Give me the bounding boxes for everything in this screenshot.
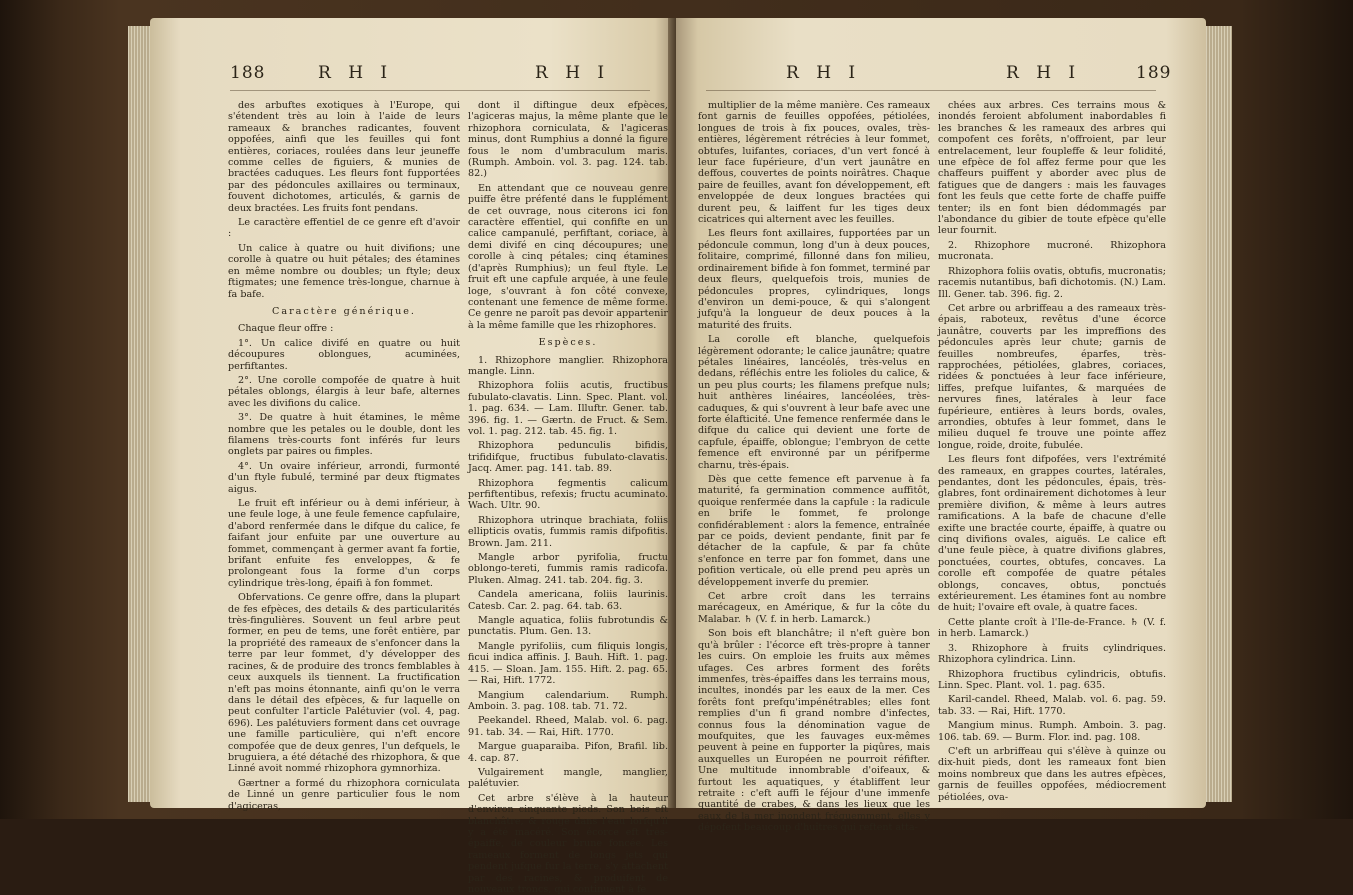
- paragraph: Cette plante croît à l'Ile-de-France. ♄ (V. f. in herb. Lamarck.): [938, 616, 1166, 640]
- paragraph: Rhizophora foliis ovatis, obtufis, mucronatis; racemis nutantibus, bafi dichotomis. (N.) Lam. Ill. Gener. tab. 396. fig. 2.: [938, 265, 1166, 300]
- paragraph: 2°. Une corolle compofée de quatre à huit pétales oblongs, élargis à leur bafe, alternes avec les divifions du calice.: [228, 374, 460, 409]
- left-header-rule: [230, 90, 650, 91]
- paragraph: multiplier de la même manière. Ces rameaux font garnis de feuilles oppofées, pétiolées, longues de trois à fix pouces, ovales, très-entières, légèrement rétrécies à leur fommet, obtufes, luifantes, coriaces, d'un vert foncé à leur face fupérieure, d'un vert jaunâtre en deffous, couvertes de points noirâtres. Chaque paire de feuilles, avant fon développement, eft enveloppée de deux longues bractées qui durent peu, & laiffent fur les tiges deux cicatrices qui alternent avec les feuilles.: [698, 100, 930, 226]
- left-page-header: [150, 63, 675, 89]
- paragraph: 2. Rhizophore mucroné. Rhizophora mucronata.: [938, 239, 1166, 263]
- right-page-header: [676, 63, 1206, 89]
- right-column-1: [698, 100, 930, 834]
- paragraph: Un calice à quatre ou huit divifions; une corolle à quatre ou huit pétales; des étamines en même nombre ou doubles; un ftyle; deux ftigmates; une femence très-longue, charnue à fa bafe.: [228, 242, 460, 300]
- paragraph: Obfervations. Ce genre offre, dans la plupart de fes efpèces, des details & des particularités très-fingulières. Souvent un feul arbre peut former, en peu de tems, une forêt entière, par la propriété des rameaux de s'enfoncer dans la terre par leur fommet, d'y développer des racines, & de produire des troncs femblables à ceux auxquels ils tiennent. La fructification n'eft pas moins étonnante, ainfi qu'on le verra dans le détail des efpèces, & fur laquelle on peut confulter l'article Palétuvier (vol. 4, pag. 696). Les palétuviers forment dans cet ouvrage une famille particulière, qui n'eft encore compofée que de deux genres, l'un defquels, le bruguiera, a été détaché des rhizophora, & que Linné avoit nommé rhizophora gymnorhiza.: [228, 592, 460, 775]
- paragraph: Gærtner a formé du rhizophora corniculata de Linné un genre particulier fous le nom d'agiceras,: [228, 777, 460, 812]
- paragraph: dont il diftingue deux efpèces, l'agiceras majus, la même plante que le rhizophora corniculata, & l'agiceras minus, dont Rumphius a donné la figure fous le nom d'umbraculum maris. (Rumph. Amboin. vol. 3. pag. 124. tab. 82.): [468, 100, 668, 180]
- paragraph: des arbuftes exotiques à l'Europe, qui s'étendent très au loin à l'aide de leurs rameaux & branches radicantes, fouvent oppofées, ainfi que les feuilles qui font entières, coriaces, roulées dans leur jeuneffe comme celles de figuiers, & munies de bractées caduques. Les fleurs font fupportées par des pédoncules axillaires ou terminaux, fouvent dichotomes, articulés, & garnis de deux bractées. Les fruits font pendans.: [228, 100, 460, 214]
- left-page-number: 188: [230, 63, 266, 83]
- paragraph: Le fruit eft inférieur ou à demi inférieur, à une feule loge, à une feule femence capfulaire, d'abord renfermée dans le difque du calice, fe faifant jour enfuite par une ouverture au fommet, commençant à germer avant fa fortie, brifant enfuite fes enveloppes, & fe prolongeant fous la forme d'un corps cylindrique très-long, épaifi à fon fommet.: [228, 498, 460, 589]
- paragraph: En attendant que ce nouveau genre puiffe être préfenté dans le fupplément de cet ouvrage, nous citerons ici fon caractère effentiel, qui confifte en un calice campanulé, perfiftant, coriace, à demi divifé en cinq découpures; une corolle à cinq pétales; cinq étamines (d'après Rumphius); un feul ftyle. Le fruit eft une capfule arquée, à une feule loge, s'ouvrant à fon côté convexe, contenant une femence de même forme. Ce genre ne paroît pas devoir appartenir à la même famille que les rhizophores.: [468, 182, 668, 331]
- left-page: [150, 18, 675, 895]
- paragraph: Mangle arbor pyrifolia, fructu oblongo-tereti, fummis ramis radicofa. Pluken. Almag. 241. tab. 204. fig. 3.: [468, 552, 668, 586]
- paragraph: Le caractère effentiel de ce genre eft d'avoir :: [228, 217, 460, 240]
- paragraph: Margue guaparaiba. Pifon, Brafil. lib. 4. cap. 87.: [468, 741, 668, 764]
- paragraph: Rhizophora fegmentis calicum perfiftentibus, refexis; fructu acuminato. Wach. Ultr. 90.: [468, 477, 668, 512]
- paragraph: 1. Rhizophore manglier. Rhizophora mangle. Linn.: [468, 354, 668, 377]
- paragraph: Cet arbre croît dans les terrains marécageux, en Amérique, & fur la côte du Malabar. ♄ (V. f. in herb. Lamarck.): [698, 591, 930, 625]
- paragraph: Rhizophora fructibus cylindricis, obtufis. Linn. Spec. Plant. vol. 1. pag. 635.: [938, 668, 1166, 691]
- paragraph: Son bois eft blanchâtre; il n'eft guère bon qu'à brûler : l'écorce eft très-propre à tanner les cuirs. On emploie les fruits aux mêmes ufages. Ces arbres forment des forêts immenfes, très-épaiffes dans les terrains mous, incultes, inondés par les eaux de la mer. Ces forêts font prefqu'impénétrables; elles font remplies d'un fi grand nombre d'infectes, connus fous la dénomination vague de moufquites, que les fauvages eux-mêmes peuvent à peine en fupporter la piqûres, mais auxquelles un Européen ne pourroit réfifter. Une multitude innombrable d'oifeaux, & furtout les aquatiques, y établiffent leur retraite : c'eft auffi le féjour d'une immenfe quantité de crabes, & dans les lieux que les eaux de la mer inondent fréquemment, elles y dépofent beaucoup d'huîtres qui reftent atta-: [698, 628, 930, 834]
- right-running-head: R H I: [786, 63, 862, 83]
- right-header-rule: [706, 90, 1156, 91]
- paragraph: Mangium minus. Rumph. Amboin. 3. pag. 106. tab. 69. — Burm. Flor. ind. pag. 108.: [938, 720, 1166, 743]
- paragraph: Mangle aquatica, foliis fubrotundis & punctatis. Plum. Gen. 13.: [468, 615, 668, 638]
- left-column-1: [228, 100, 460, 812]
- paragraph: 1°. Un calice divifé en quatre ou huit découpures oblongues, acuminées, perfiftantes.: [228, 337, 460, 372]
- paragraph: chées aux arbres. Ces terrains mous & inondés feroient abfolument inabordables fi les branches & les rameaux des arbres qui compofent ces forêts, n'offroient, par leur entrelacement, leur foupleffe & leur folidité, une efpèce de fol affez ferme pour que les chaffeurs puiffent y aborder avec plus de fatigues que de dangers : mais les fauvages font les feuls que cette forte de chaffe puiffe tenter; ils en font bien dédommagés par l'abondance du gibier de toute efpèce qu'elle leur fournit.: [938, 100, 1166, 237]
- paragraph: Espèces.: [538, 337, 598, 349]
- right-page-edges: [1206, 26, 1232, 802]
- paragraph: Mangle pyrifoliis, cum filiquis longis, ficui indica affinis. J. Bauh. Hift. 1. pag. 415. — Sloan. Jam. 155. Hift. 2. pag. 65. — Rai, Hift. 1772.: [468, 640, 668, 687]
- paragraph: Caractère générique.: [272, 305, 416, 317]
- paragraph: Vulgairement mangle, manglier, palétuvier.: [468, 766, 668, 790]
- right-running-head-col2: R H I: [1006, 63, 1082, 83]
- paragraph: Les fleurs font axillaires, fupportées par un pédoncule commun, long d'un à deux pouces, folitaire, comprimé, fillonné dans fon milieu, ordinairement bifide à fon fommet, terminé par deux fleurs, quelquefois trois, munies de pédoncules propres, cylindriques, longs d'environ un demi-pouce, & qui s'alongent jufqu'à la longueur de deux pouces à la maturité des fruits.: [698, 228, 930, 331]
- paragraph: Mangium calendarium. Rumph. Amboin. 3. pag. 108. tab. 71. 72.: [468, 689, 668, 712]
- paragraph: Rhizophora foliis acutis, fructibus fubulato-clavatis. Linn. Spec. Plant. vol. 1. pag. 634. — Lam. Illuftr. Gener. tab. 396. fig. 1. — Gærtn. de Fruct. & Sem. vol. 1. pag. 212. tab. 45. fig. 1.: [468, 380, 668, 437]
- paragraph: La corolle eft blanche, quelquefois légèrement odorante; le calice jaunâtre; quatre pétales linéaires, lancéolés, très-velus en dedans, réfléchis entre les folioles du calice, & un peu plus courts; les filamens prefque nuls; huit anthères linéaires, lancéolées, très-caduques, & qui s'ouvrent à leur bafe avec une forte élafticité. Une femence renfermée dans le difque du calice qui devient une forte de capfule, épaiffe, oblongue; l'embryon de cette femence eft environné par un périfperme charnu, très-épais.: [698, 334, 930, 471]
- left-page-edges: [128, 26, 152, 802]
- paragraph: 3°. De quatre à huit étamines, le même nombre que les petales ou le double, dont les filamens très-courts font inférés fur leurs onglets par paires ou fimples.: [228, 412, 460, 458]
- paragraph: 4°. Un ovaire inférieur, arrondi, furmonté d'un ftyle fubulé, terminé par deux ftigmates aigus.: [228, 460, 460, 495]
- paragraph: Candela americana, foliis laurinis. Catesb. Car. 2. pag. 64. tab. 63.: [468, 589, 668, 612]
- paragraph: Chaque fleur offre :: [238, 323, 334, 335]
- left-running-head-col2: R H I: [535, 63, 611, 83]
- right-column-2: [938, 100, 1166, 803]
- paragraph: Rhizophora pedunculis bifidis, trifidifque, fructibus fubulato-clavatis. Jacq. Amer. pag. 141. tab. 89.: [468, 440, 668, 475]
- paragraph: Cet arbre ou arbriffeau a des rameaux très-épais, raboteux, revêtus d'une écorce jaunâtre, couverts par les impreffions des pédoncules après leur chute; garnis de feuilles nombreufes, éparfes, très-rapprochées, pétiolées, glabres, coriaces, ridées & ponctuées à leur face inférieure, liffes, prefque luifantes, & marquées de nervures fines, latérales à leur face fupérieure, entières à leurs bords, ovales, arrondies, obtufes à leur fommet, dans le milieu duquel fe trouve une pointe affez longue, roide, droite, fubulée.: [938, 302, 1166, 451]
- paragraph: 3. Rhizophore à fruits cylindriques. Rhizophora cylindrica. Linn.: [938, 642, 1166, 666]
- paragraph: Karil-candel. Rheed, Malab. vol. 6. pag. 59. tab. 33. — Rai, Hift. 1770.: [938, 694, 1166, 717]
- paragraph: Les fleurs font difpofées, vers l'extrémité des rameaux, en grappes courtes, latérales, pendantes, dont les pédoncules, épais, très-glabres, font ordinairement dichotomes à leur première divifion, & même à leurs autres ramifications. A la bafe de chacune d'elle exifte une bractée courte, épaiffe, à quatre ou cinq divifions ovales, aiguës. Le calice eft d'une feule pièce, à quatre divifions glabres, ponctuées, courtes, obtufes, concaves. La corolle eft compofée de quatre pétales oblongs, concaves, obtus, ponctués extérieurement. Les étamines font au nombre de huit; l'ovaire eft ovale, à quatre faces.: [938, 454, 1166, 614]
- left-running-head: R H I: [318, 63, 394, 83]
- right-page: [676, 18, 1206, 834]
- left-column-2: [468, 100, 668, 895]
- paragraph: Peekandel. Rheed, Malab. vol. 6. pag. 91. tab. 34. — Rai, Hift. 1770.: [468, 715, 668, 738]
- paragraph: Dès que cette femence eft parvenue à fa maturité, fa germination commence auffitôt, quoique renfermée dans la capfule : la radicule en brife le fommet, fe prolonge confidérablement : alors la femence, entraînée par ce poids, devient pendante, finit par fe détacher de la capfule, & par fa chûte s'enfonce en terre par fon fommet, dans une pofition verticale, où elle prend peu après un développement inverfe du premier.: [698, 474, 930, 588]
- paragraph: Cet arbre s'élève à la hauteur d'environ cinquante pieds. Son bois eft blanchâtre, & rouge dans l'eau lorfqu'il y a été macéré. Son écorce eft très-épaiffe, de couleur brune foncée. Les rameaux forment de longs jets qui pendent jufque fur la terre, s'y attachent par des racines, & produifent de nouveaux troncs, qui continuent à fe: [468, 792, 668, 895]
- right-page-number: 189: [1136, 63, 1172, 83]
- paragraph: Rhizophora utrinque brachiata, foliis ellipticis ovatis, fummis ramis difpofitis. Brown. Jam. 211.: [468, 514, 668, 549]
- paragraph: C'eft un arbriffeau qui s'élève à quinze ou dix-huit pieds, dont les rameaux font bien moins nombreux que dans les autres efpèces, garnis de feuilles oppofées, médiocrement pétiolées, ova-: [938, 745, 1166, 803]
